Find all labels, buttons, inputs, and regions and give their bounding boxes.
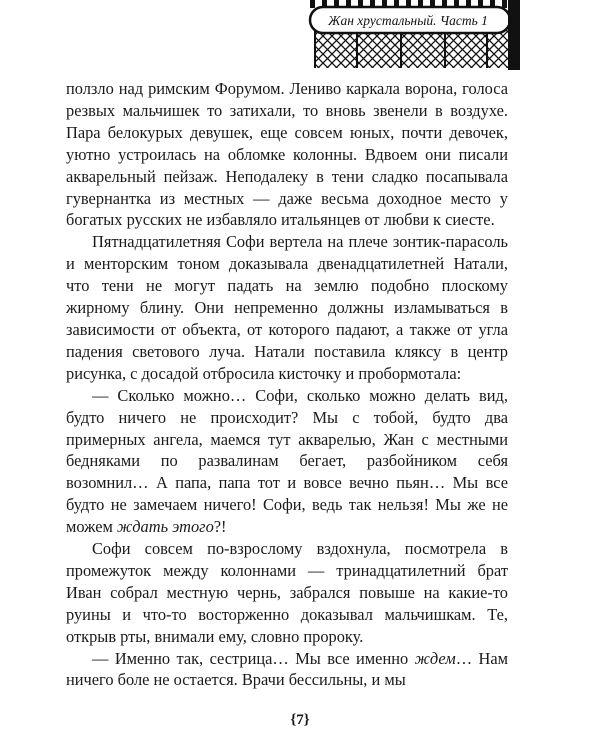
paragraph-dialogue: [66, 385, 508, 538]
body-text: [66, 78, 508, 691]
italic-emphasis: ждем: [414, 648, 456, 668]
running-header: [296, 0, 520, 76]
paragraph-dialogue: [66, 648, 508, 692]
dialogue-text: ?!: [213, 517, 227, 537]
italic-emphasis: ждать этого: [117, 517, 214, 537]
paragraph: Пятнадцатилетняя Софи вертела на плече зонтик-парасоль и менторским тоном доказывала двенадцатилетней Натали, что тени не могут падать на землю подобно плоскому жирному блину. Они непременно должны изламываться в зависимости от объекта, от которого падают, а также от угла падения светового луча. Натали поставила кляксу в центр рисунка, с досадой отбросила кисточку и пробормотала:: [66, 232, 508, 383]
page-number: {7}: [290, 712, 310, 728]
paragraph: Софи совсем по-взрослому вздохнула, посмотрела в промежуток между колоннами — тринадцатилетний брат Иван собрал местную чернь, забрался повыше на какие-то руины и что-то восторженно доказывал мальчишкам. Те, открыв рты, внимали ему, словно пророку.: [66, 539, 508, 646]
dialogue-text: — Именно так, сестрица… Мы все именно: [92, 648, 415, 668]
running-header-title: Жан хрустальный. Часть 1: [328, 13, 488, 28]
paragraph: ползло над римским Форумом. Лениво каркала ворона, голоса резвых мальчишек то затихали, то вновь звенели в воздухе. Пара белокурых девушек, еще совсем юных, почти девочек, уютно устроилась на обломке колонны. Вдвоем они писали акварельный пейзаж. Неподалеку в тени сладко посапывала гувернантка из местных — даже весьма доходное место у богатых русских не избавляло итальянцев от любви к сиесте.: [66, 79, 508, 230]
dialogue-text: … Нам ничего боле не остается. Врачи бессильны, и мы: [66, 648, 508, 690]
dialogue-text: — Сколько можно… Софи, сколько можно делать вид, будто ничего не происходит? Мы с тобой, будто два примерных ангела, маемся тут акварелью, Жан с местными бедняками по развалинам бегает, разбойником себя возомнил… А папа, папа тот и вовсе вечно пьян… Мы все будто не замечаем ничего! Софи, ведь так нельзя! Мы же не можем: [66, 385, 508, 537]
